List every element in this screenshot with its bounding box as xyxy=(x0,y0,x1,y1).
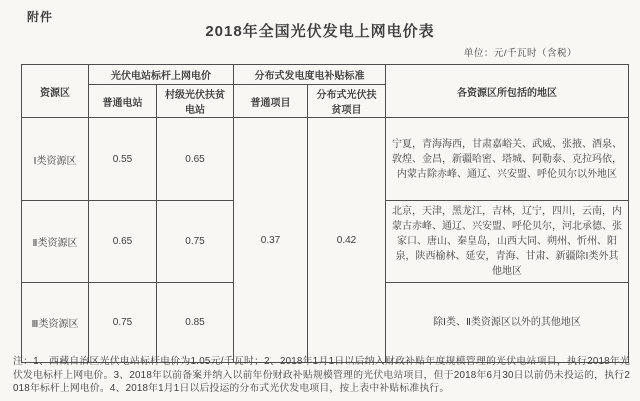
ordinary-station-value: 0.55 xyxy=(89,118,157,201)
header-regions: 各资源区所包括的地区 xyxy=(386,65,629,118)
tariff-table xyxy=(21,64,629,363)
header-ordinary-station: 普通电站 xyxy=(89,85,157,118)
footnote: 注：1、西藏自治区光伏电站标杆电价为1.05元/千瓦时；2、2018年1月1日以后纳入财政补贴年度规模管理的光伏电站项目，执行2018年光伏发电标杆上网电价。3、2018年以前备案并纳入以前年份财政补贴规模管理的光伏电站项目，但于2018年6月30日以前仍未投运的，执行2018年标杆上网电价。4、2018年1月1日以后投运的分布式光伏发电项目，按上表中补贴标准执行。 xyxy=(13,356,630,394)
zone-label: Ⅱ类资源区 xyxy=(22,201,89,283)
regions-text: 北京，天津，黑龙江，吉林，辽宁，四川，云南，内蒙古赤峰、通辽、兴安盟、呼伦贝尔，河北承德、张家口、唐山、秦皇岛，山西大同、朔州、忻州、阳泉，陕西榆林、延安，青海、甘肃、新疆除Ⅰ类外其他地区 xyxy=(386,201,629,283)
village-station-value: 0.65 xyxy=(157,118,234,201)
header-ordinary-project: 普通项目 xyxy=(234,85,308,118)
page-title: 2018年全国光伏发电上网电价表 xyxy=(205,23,435,40)
unit-note: 单位：元/千瓦时（含税） xyxy=(463,48,577,59)
regions-text: 除Ⅰ类、Ⅱ类资源区以外的其他地区 xyxy=(386,283,629,363)
zone-label: Ⅲ类资源区 xyxy=(22,283,89,363)
header-row-top xyxy=(22,65,629,85)
header-resource-zone: 资源区 xyxy=(22,65,89,118)
distributed-poverty-subsidy-value: 0.42 xyxy=(308,118,386,363)
header-subsidy-group: 分布式发电度电补贴标准 xyxy=(234,65,386,85)
header-village-poverty-station: 村级光伏扶贫电站 xyxy=(157,85,234,118)
ordinary-station-value: 0.75 xyxy=(89,283,157,363)
zone-label: Ⅰ类资源区 xyxy=(22,118,89,201)
attachment-label: 附件 xyxy=(27,10,54,24)
ordinary-project-subsidy-value: 0.37 xyxy=(234,118,308,363)
regions-text: 宁夏，青海海西，甘肃嘉峪关、武威、张掖、酒泉、敦煌、金昌，新疆哈密、塔城、阿勒泰、克拉玛依，内蒙古除赤峰、通辽、兴安盟、呼伦贝尔以外地区 xyxy=(386,118,629,201)
header-distributed-poverty-project: 分布式光伏扶贫项目 xyxy=(308,85,386,118)
village-station-value: 0.75 xyxy=(157,201,234,283)
header-benchmark-group: 光伏电站标杆上网电价 xyxy=(89,65,234,85)
ordinary-station-value: 0.65 xyxy=(89,201,157,283)
village-station-value: 0.85 xyxy=(157,283,234,363)
table-row-zone1 xyxy=(22,118,629,201)
